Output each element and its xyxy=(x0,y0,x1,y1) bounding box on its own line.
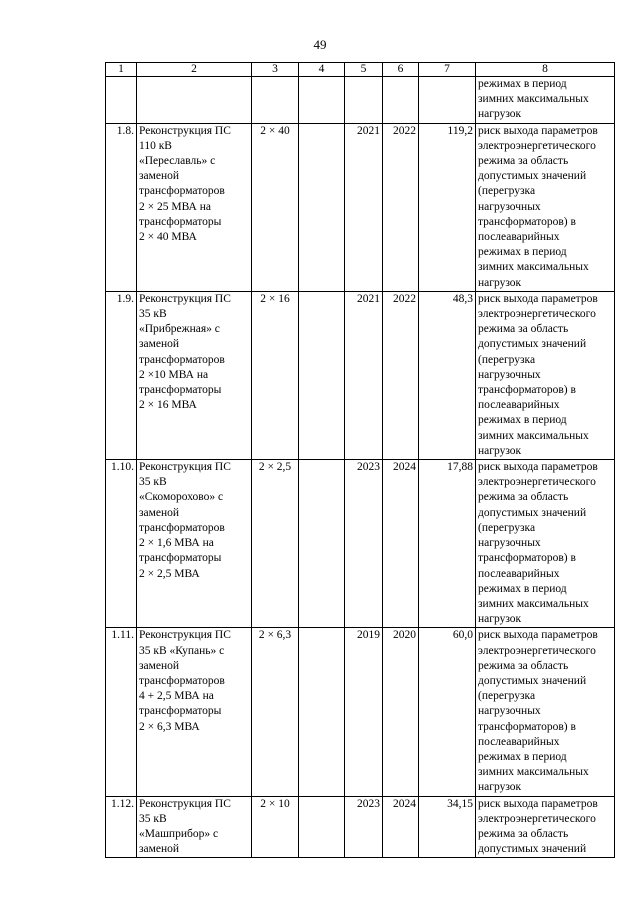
column-4-cell xyxy=(299,123,345,291)
project-name-line: «Прибрежная» с xyxy=(139,323,220,336)
risk-line: зимних максимальных xyxy=(478,766,589,779)
project-name-line: 2 × 25 МВА на xyxy=(139,200,211,213)
risk-line: допустимых значений xyxy=(478,674,587,687)
risk-line: электроэнергетического xyxy=(478,476,596,489)
risk-line: режима за область xyxy=(478,827,569,840)
risk-line: допустимых значений xyxy=(478,843,587,856)
risk-cell xyxy=(476,796,615,858)
table-row xyxy=(106,291,615,459)
risk-cell xyxy=(476,291,615,459)
risk-line: режимах в период xyxy=(478,750,567,763)
project-name-cell xyxy=(137,123,252,291)
page-number: 49 xyxy=(313,37,327,52)
table-body xyxy=(106,63,615,858)
project-name-cell xyxy=(137,628,252,796)
project-name-line: трансформаторов xyxy=(139,353,225,366)
project-name-line: 2 × 16 МВА xyxy=(139,399,197,412)
project-name-line: 35 кВ xyxy=(139,476,167,489)
risk-line: режима за область xyxy=(478,323,569,336)
risk-line: нагрузок xyxy=(478,108,522,121)
project-name-cell xyxy=(137,796,252,858)
project-name-cell xyxy=(137,291,252,459)
risk-line: зимних максимальных xyxy=(478,93,589,106)
risk-line: режимах в период xyxy=(478,246,567,259)
risk-line: риск выхода параметров xyxy=(478,797,598,810)
header-cell: 4 xyxy=(299,63,345,77)
table-row xyxy=(106,796,615,858)
project-name-line: Реконструкция ПС xyxy=(139,124,231,137)
risk-line: риск выхода параметров xyxy=(478,124,598,137)
risk-line: электроэнергетического xyxy=(478,812,596,825)
item-number: 1.12. xyxy=(106,796,137,858)
risk-line: послеаварийных xyxy=(478,735,560,748)
risk-line: зимних максимальных xyxy=(478,597,589,610)
project-name-line: Реконструкция ПС xyxy=(139,629,231,642)
risk-line: режима за область xyxy=(478,155,569,168)
capacity-cell: 2 × 10 xyxy=(252,796,299,858)
risk-line: нагрузочных xyxy=(478,705,541,718)
risk-line: нагрузочных xyxy=(478,537,541,550)
start-year-cell: 2019 xyxy=(345,628,383,796)
end-year-cell: 2024 xyxy=(383,460,419,628)
header-cell: 2 xyxy=(137,63,252,77)
risk-line: режимах в период xyxy=(478,582,567,595)
start-year-cell: 2023 xyxy=(345,460,383,628)
project-name-line: 4 + 2,5 МВА на xyxy=(139,690,214,703)
risk-line: трансформаторов) в xyxy=(478,384,576,397)
investment-table xyxy=(105,62,615,858)
risk-line: послеаварийных xyxy=(478,567,560,580)
project-name-line: заменой xyxy=(139,338,180,351)
risk-line: (перегрузка xyxy=(478,353,536,366)
empty-cell xyxy=(299,77,345,124)
project-name-line: заменой xyxy=(139,170,180,183)
project-name-line: 35 кВ xyxy=(139,812,167,825)
cost-cell: 48,3 xyxy=(419,291,476,459)
capacity-cell: 2 × 40 xyxy=(252,123,299,291)
project-name-line: 35 кВ «Купань» с xyxy=(139,644,225,657)
column-4-cell xyxy=(299,460,345,628)
table-row xyxy=(106,460,615,628)
header-cell: 6 xyxy=(383,63,419,77)
risk-line: (перегрузка xyxy=(478,521,536,534)
project-name-line: трансформаторы xyxy=(139,552,222,565)
project-name-line: «Переславль» с xyxy=(139,155,216,168)
empty-cell xyxy=(383,77,419,124)
risk-line: допустимых значений xyxy=(478,338,587,351)
risk-line: нагрузок xyxy=(478,781,522,794)
header-cell: 5 xyxy=(345,63,383,77)
risk-line: послеаварийных xyxy=(478,399,560,412)
project-name-line: 2 × 1,6 МВА на xyxy=(139,537,214,550)
risk-cell xyxy=(476,460,615,628)
project-name-line: 35 кВ xyxy=(139,308,167,321)
header-cell: 1 xyxy=(106,63,137,77)
risk-line: риск выхода параметров xyxy=(478,629,598,642)
risk-line: послеаварийных xyxy=(478,231,560,244)
risk-line: режимах в период xyxy=(478,414,567,427)
end-year-cell: 2022 xyxy=(383,123,419,291)
project-name-line: Реконструкция ПС xyxy=(139,292,231,305)
project-name-line: 2 × 2,5 МВА xyxy=(139,567,200,580)
project-name-line: Реконструкция ПС xyxy=(139,797,231,810)
risk-line: зимних максимальных xyxy=(478,429,589,442)
risk-cell xyxy=(476,628,615,796)
column-4-cell xyxy=(299,291,345,459)
project-name-line: трансформаторов xyxy=(139,521,225,534)
risk-line: режима за область xyxy=(478,659,569,672)
risk-line: режимах в период xyxy=(478,78,567,90)
project-name-line: 2 × 6,3 МВА xyxy=(139,720,200,733)
cost-cell: 60,0 xyxy=(419,628,476,796)
capacity-cell: 2 × 16 xyxy=(252,291,299,459)
table-row xyxy=(106,123,615,291)
column-4-cell xyxy=(299,628,345,796)
risk-line: риск выхода параметров xyxy=(478,292,598,305)
risk-line: нагрузочных xyxy=(478,200,541,213)
end-year-cell: 2024 xyxy=(383,796,419,858)
project-name-line: заменой xyxy=(139,506,180,519)
end-year-cell: 2020 xyxy=(383,628,419,796)
header-row xyxy=(106,63,615,77)
start-year-cell: 2021 xyxy=(345,123,383,291)
project-name-line: трансформаторы xyxy=(139,384,222,397)
risk-line: нагрузок xyxy=(478,276,522,289)
header-cell: 7 xyxy=(419,63,476,77)
empty-cell xyxy=(345,77,383,124)
end-year-cell: 2022 xyxy=(383,291,419,459)
project-name-line: трансформаторы xyxy=(139,705,222,718)
risk-line: допустимых значений xyxy=(478,506,587,519)
risk-line: трансформаторов) в xyxy=(478,215,576,228)
project-name-line: 110 кВ xyxy=(139,139,172,152)
continuation-row xyxy=(106,77,615,124)
empty-cell xyxy=(252,77,299,124)
capacity-cell: 2 × 2,5 xyxy=(252,460,299,628)
start-year-cell: 2021 xyxy=(345,291,383,459)
project-name-line: 2 × 40 МВА xyxy=(139,231,197,244)
column-4-cell xyxy=(299,796,345,858)
project-name-line: заменой xyxy=(139,659,180,672)
header-cell: 8 xyxy=(476,63,615,77)
header-cell: 3 xyxy=(252,63,299,77)
risk-cell xyxy=(476,123,615,291)
risk-line: (перегрузка xyxy=(478,690,536,703)
risk-line: трансформаторов) в xyxy=(478,720,576,733)
project-name-line: «Машприбор» с xyxy=(139,827,219,840)
project-name-line: заменой xyxy=(139,843,180,856)
project-name-line: трансформаторы xyxy=(139,215,222,228)
empty-cell xyxy=(106,77,137,124)
risk-line: электроэнергетического xyxy=(478,308,596,321)
project-name-line: 2 ×10 МВА на xyxy=(139,368,209,381)
risk-line: электроэнергетического xyxy=(478,139,596,152)
cost-cell: 34,15 xyxy=(419,796,476,858)
start-year-cell: 2023 xyxy=(345,796,383,858)
item-number: 1.9. xyxy=(106,291,137,459)
risk-cell xyxy=(476,77,615,124)
risk-line: трансформаторов) в xyxy=(478,552,576,565)
item-number: 1.10. xyxy=(106,460,137,628)
project-name-cell xyxy=(137,460,252,628)
cost-cell: 119,2 xyxy=(419,123,476,291)
project-name-line: «Скоморохово» с xyxy=(139,491,224,504)
capacity-cell: 2 × 6,3 xyxy=(252,628,299,796)
risk-line: режима за область xyxy=(478,491,569,504)
risk-line: риск выхода параметров xyxy=(478,461,598,474)
risk-line: нагрузочных xyxy=(478,368,541,381)
item-number: 1.8. xyxy=(106,123,137,291)
risk-line: нагрузок xyxy=(478,613,522,626)
empty-cell xyxy=(419,77,476,124)
cost-cell: 17,88 xyxy=(419,460,476,628)
project-name-line: Реконструкция ПС xyxy=(139,461,231,474)
table-row xyxy=(106,628,615,796)
empty-cell xyxy=(137,77,252,124)
risk-line: допустимых значений xyxy=(478,170,587,183)
risk-line: зимних максимальных xyxy=(478,261,589,274)
risk-line: нагрузок xyxy=(478,444,522,457)
risk-line: электроэнергетического xyxy=(478,644,596,657)
risk-line: (перегрузка xyxy=(478,185,536,198)
project-name-line: трансформаторов xyxy=(139,674,225,687)
item-number: 1.11. xyxy=(106,628,137,796)
project-name-line: трансформаторов xyxy=(139,185,225,198)
